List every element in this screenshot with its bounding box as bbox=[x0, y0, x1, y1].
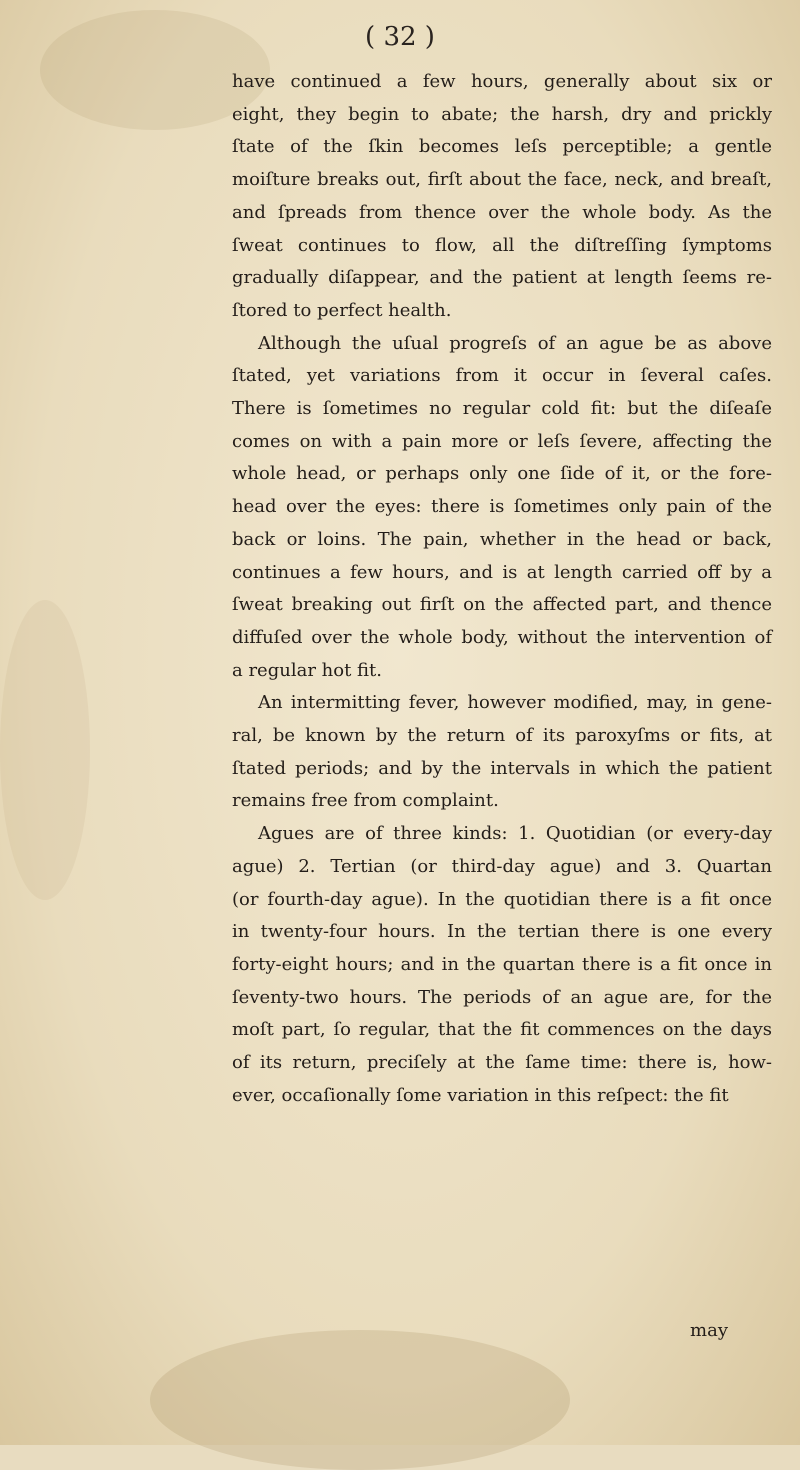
text-line: Although the uſual progreſs of an ague be as above bbox=[258, 332, 772, 354]
text-line: back or loins. The pain, whether in the head or back, bbox=[232, 528, 772, 550]
body-text bbox=[232, 66, 772, 1113]
paragraph bbox=[232, 66, 772, 328]
text-line: Agues are of three kinds: 1. Quotidian (or every-day bbox=[258, 823, 772, 845]
text-line: eight, they begin to abate; the harsh, dry and prickly bbox=[232, 103, 772, 125]
paragraph bbox=[232, 687, 772, 818]
page-number: ( 32 ) bbox=[365, 22, 435, 52]
text-line: whole head, or perhaps only one ſide of it, or the fore- bbox=[232, 463, 772, 485]
text-line: ſweat continues to flow, all the diſtreſſing ſymptoms bbox=[232, 234, 772, 256]
paper-stain bbox=[0, 600, 90, 900]
text-line: moiſture breaks out, firſt about the face, neck, and breaſt, bbox=[232, 169, 772, 191]
paragraph bbox=[232, 818, 772, 1112]
text-line: a regular hot fit. bbox=[232, 659, 382, 681]
text-line: of its return, preciſely at the ſame time: there is, how- bbox=[232, 1052, 772, 1074]
catchword: may bbox=[690, 1320, 728, 1341]
text-line: ague) 2. Tertian (or third-day ague) and 3. Quartan bbox=[232, 855, 772, 877]
text-line: diffuſed over the whole body, without the intervention of bbox=[232, 626, 772, 648]
text-line: ſtated, yet variations from it occur in ſeveral caſes. bbox=[232, 365, 772, 387]
text-line: (or fourth-day ague). In the quotidian there is a fit once bbox=[232, 888, 772, 910]
text-line: gradually diſappear, and the patient at length ſeems re- bbox=[232, 267, 772, 289]
text-line: continues a few hours, and is at length carried off by a bbox=[232, 561, 772, 583]
text-line: forty-eight hours; and in the quartan there is a fit once in bbox=[232, 953, 772, 975]
text-line: have continued a few hours, generally about six or bbox=[232, 71, 772, 92]
text-line: ral, be known by the return of its paroxyſms or fits, at bbox=[232, 725, 772, 747]
text-line: and ſpreads from thence over the whole body. As the bbox=[232, 201, 772, 223]
text-line: ſweat breaking out firſt on the affected part, and thence bbox=[232, 594, 772, 616]
text-line: There is ſometimes no regular cold fit: but the diſeaſe bbox=[232, 398, 772, 420]
text-line: head over the eyes: there is ſometimes only pain of the bbox=[232, 496, 772, 518]
text-line: An intermitting fever, however modified, may, in gene- bbox=[258, 692, 772, 714]
paragraph bbox=[232, 328, 772, 688]
text-line: moſt part, ſo regular, that the fit commences on the days bbox=[232, 1019, 772, 1041]
text-line: ſeventy-two hours. The periods of an ague are, for the bbox=[232, 986, 772, 1008]
paper-stain bbox=[150, 1330, 570, 1470]
text-line: ſtored to perfect health. bbox=[232, 299, 452, 321]
text-line: ever, occaſionally ſome variation in this reſpect: the fit bbox=[232, 1084, 729, 1106]
text-line: ſtated periods; and by the intervals in which the patient bbox=[232, 757, 772, 779]
text-line: ſtate of the ſkin becomes leſs perceptible; a gentle bbox=[232, 136, 772, 158]
text-line: comes on with a pain more or leſs ſevere, affecting the bbox=[232, 430, 772, 452]
text-line: in twenty-four hours. In the tertian there is one every bbox=[232, 921, 772, 943]
text-line: remains free from complaint. bbox=[232, 790, 499, 812]
